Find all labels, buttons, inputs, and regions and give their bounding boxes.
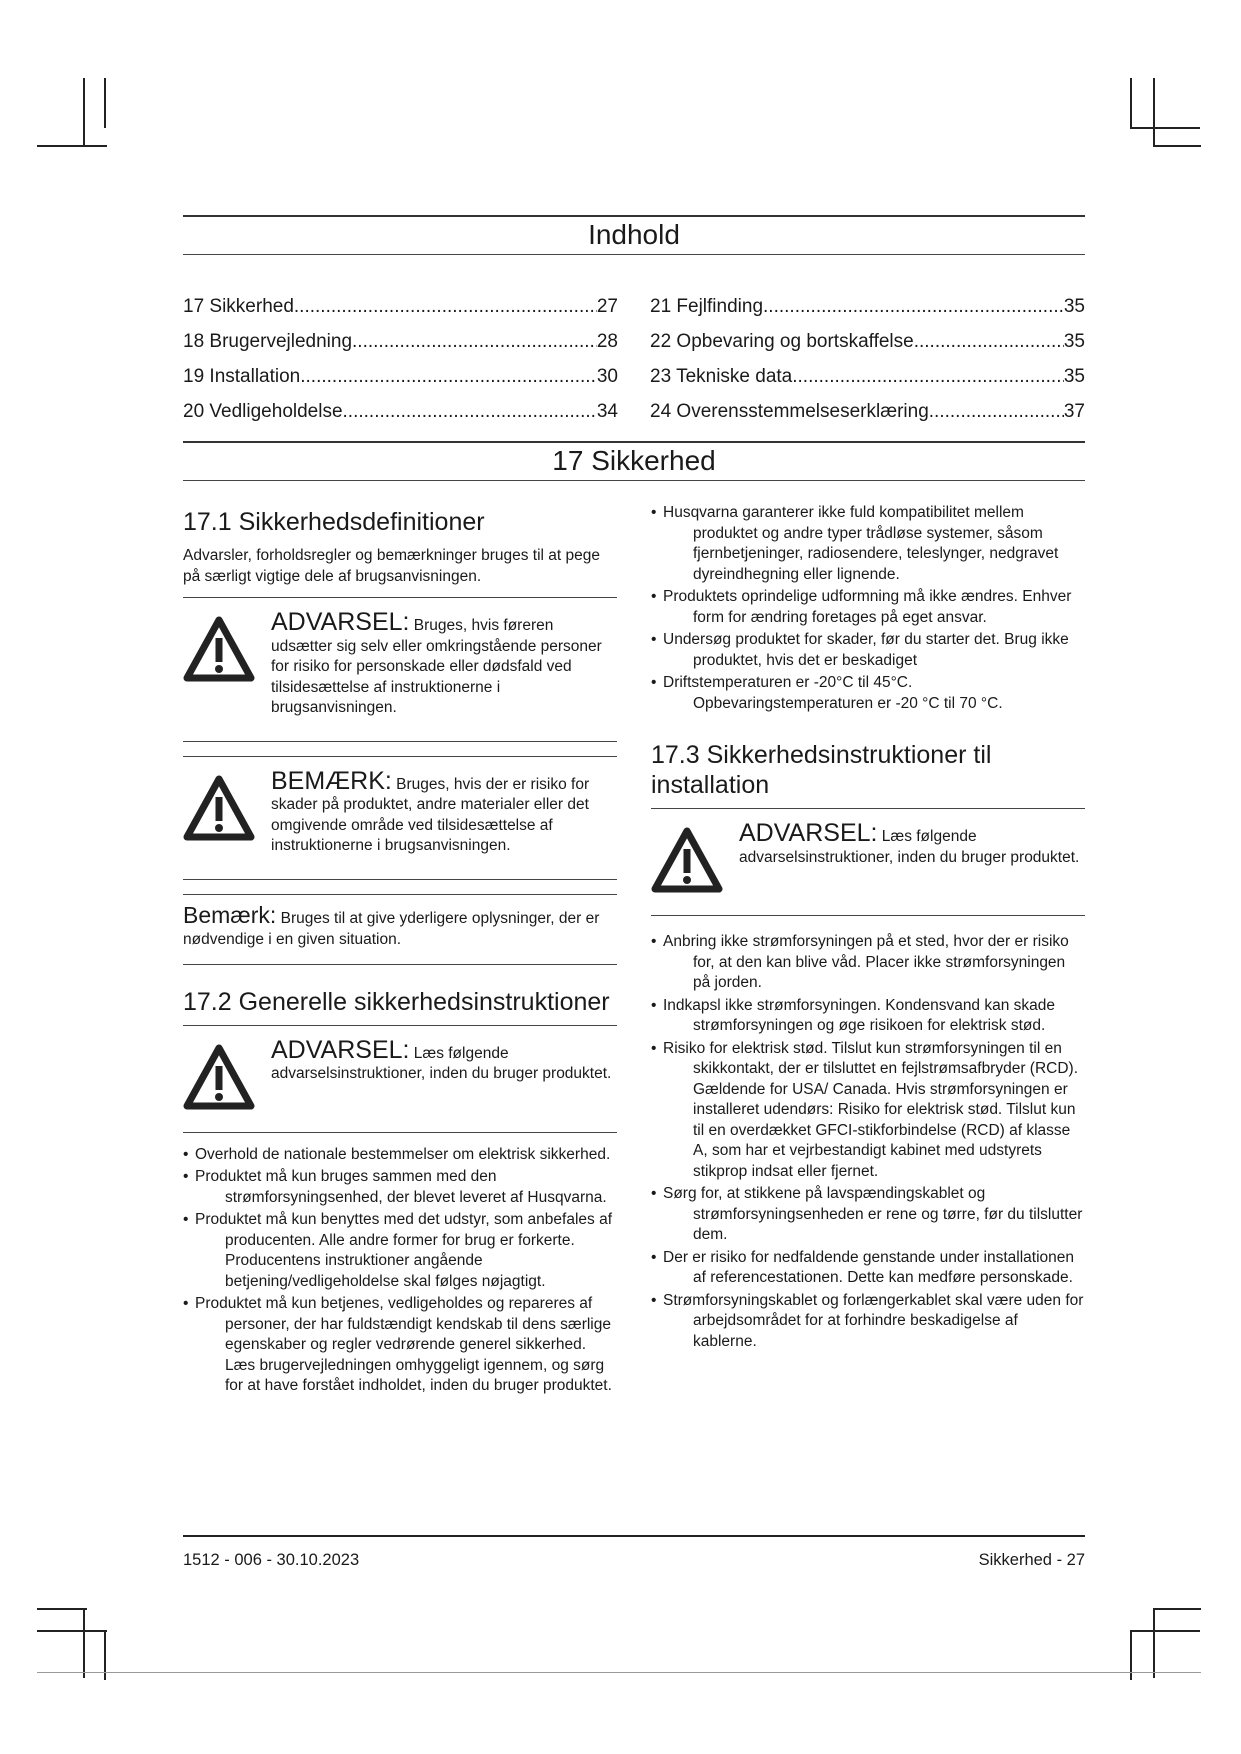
list-item: • Husqvarna garanterer ikke fuld kompatibilitet mellem produktet og andre typer trådløse systemer, såsom fjernbetjeninger, radiosendere, teleslynger, nedgravet dyreindhegning eller lignende.	[651, 504, 1059, 583]
crop-mark	[1130, 127, 1200, 129]
footer-page-number: Sikkerhed - 27	[978, 1551, 1085, 1569]
trim-line	[37, 1672, 1201, 1673]
list-item-text: Produktet må kun bruges sammen med den strømforsyningsenhed, der blevet leveret af Husqvarna.	[195, 1168, 607, 1206]
list-item: • Produktet må kun betjenes, vedligeholdes og repareres af personer, der har fuldstændigt kendskab til dens særlige egenskaber og regler vedrørende generel sikkerhed. Læs brugervejledningen omhyggeligt igennem, og sørg for at have forstået indholdet, inden du bruger produktet.	[183, 1295, 612, 1394]
list-item: • Overhold de nationale bestemmelser om elektrisk sikkerhed.	[183, 1145, 611, 1163]
list-item: • Sørg for, at stikkene på lavspændingskablet og strømforsyningsenheden er rene og tørre, før du tilslutter dem.	[651, 1185, 1083, 1243]
crop-mark	[1153, 1608, 1201, 1610]
section-heading: 17.1 Sikkerhedsdefinitioner	[183, 508, 485, 536]
list-item: • Produktet må kun benyttes med det udstyr, som anbefales af producenten. Alle andre former for brug er forkerte. Producentens instruktioner angående betjening/vedligeholdelse skal følges nøjagtigt.	[183, 1211, 613, 1290]
toc-entry[interactable]	[183, 359, 618, 394]
caution-text	[271, 767, 617, 857]
bullet-list	[183, 1145, 617, 1397]
caution-triangle-icon	[183, 775, 255, 841]
list-item-text: Produktet må kun benyttes med det udstyr, som anbefales af producenten. Alle andre former for brug er forkerte. Producentens instruktioner angående betjening/vedligeholdelse skal følges nøjagtigt.	[195, 1211, 613, 1290]
warning-text	[271, 608, 617, 719]
crop-mark	[1130, 1630, 1200, 1632]
note-body: Bruges til at give yderligere oplysninger, der er nødvendige i en given situation.	[183, 909, 600, 948]
section-heading: 17.2 Generelle sikkerhedsinstruktioner	[183, 987, 610, 1016]
divider	[183, 254, 1085, 255]
list-item: • Anbring ikke strømforsyningen på et sted, hvor der er risiko for, at den kan blive våd. Placer ikke strømforsyningen på jorden.	[651, 933, 1069, 991]
list-item-text: Strømforsyningskablet og forlængerkablet skal være uden for arbejdsområdet for at forhindre beskadigelse af kablerne.	[663, 1291, 1084, 1350]
list-item-text: Husqvarna garanterer ikke fuld kompatibilitet mellem produktet og andre typer trådløse systemer, såsom fjernbetjeninger, radiosendere, teleslynger, nedgravet dyreindhegning eller lignende.	[663, 504, 1059, 583]
divider	[183, 480, 1085, 481]
toc-label: 17 Sikkerhed	[183, 296, 294, 317]
list-item: • Driftstemperaturen er -20°C til 45°C. Opbevaringstemperaturen er -20 °C til 70 °C.	[651, 674, 1003, 712]
warning-keyword: ADVARSEL:	[271, 608, 410, 636]
crop-mark	[83, 1608, 85, 1678]
list-item-text: Produktets oprindelige udformning må ikke ændres. Enhver form for ændring foretages på eget ansvar.	[663, 588, 1072, 626]
page-footer	[183, 1535, 1085, 1570]
two-column-body	[183, 499, 1085, 1399]
divider	[651, 915, 1085, 916]
list-item-text: Indkapsl ikke strømforsyningen. Kondensvand kan skade strømforsyningen og øge risikoen for elektrisk stød.	[663, 996, 1056, 1034]
bullet-list	[651, 932, 1085, 1352]
toc-left-column	[183, 289, 618, 429]
list-item-text: Driftstemperaturen er -20°C til 45°C. Opbevaringstemperaturen er -20 °C til 70 °C.	[663, 674, 1003, 712]
toc-entry[interactable]	[650, 289, 1085, 324]
list-item: • Produktets oprindelige udformning må ikke ændres. Enhver form for ændring foretages på eget ansvar.	[651, 588, 1072, 626]
list-item: • Strømforsyningskablet og forlængerkablet skal være uden for arbejdsområdet for at forhindre beskadigelse af kablerne.	[651, 1291, 1084, 1350]
toc-page: 28	[596, 331, 618, 352]
list-item: • Der er risiko for nedfaldende genstande under installationen af referencestationen. Dette kan medføre personskade.	[651, 1248, 1075, 1286]
crop-mark	[1153, 1608, 1155, 1678]
toc-page: 27	[596, 296, 618, 317]
crop-mark	[104, 78, 106, 128]
list-item-text: Sørg for, at stikkene på lavspændingskablet og strømforsyningsenheden er rene og tørre, før du tilslutter dem.	[663, 1185, 1083, 1243]
page-content	[183, 215, 1085, 1399]
toc-entry[interactable]	[183, 394, 618, 429]
list-item-text: Anbring ikke strømforsyningen på et sted, hvor der er risiko for, at den kan blive våd. Placer ikke strømforsyningen på jorden.	[663, 933, 1069, 991]
toc-page: 34	[596, 401, 618, 422]
warning-box	[183, 1026, 617, 1132]
list-item-text: Der er risiko for nedfaldende genstande under installationen af referencestationen. Dette kan medføre personskade.	[663, 1248, 1075, 1286]
toc-page: 37	[1063, 401, 1085, 422]
warning-body: Bruges, hvis føreren udsætter sig selv eller omkringstående personer for risiko for personskade eller dødsfald ved tilsidesættelse af instruktionerne i brugsanvisningen.	[271, 617, 602, 716]
crop-mark	[37, 1608, 87, 1610]
warning-box	[183, 598, 617, 741]
toc-page: 35	[1063, 296, 1085, 317]
toc-entry[interactable]	[183, 289, 618, 324]
note-box	[183, 895, 617, 964]
footer-doc-id: 1512 - 006 - 30.10.2023	[183, 1551, 360, 1569]
crop-mark	[83, 78, 85, 145]
left-column	[183, 499, 617, 1399]
list-item: • Indkapsl ikke strømforsyningen. Kondensvand kan skade strømforsyningen og øge risikoen for elektrisk stød.	[651, 996, 1056, 1034]
warning-triangle-icon	[183, 1044, 255, 1110]
section-heading: 17.3 Sikkerhedsinstruktioner til installation	[651, 741, 992, 799]
list-item: • Produktet må kun bruges sammen med den strømforsyningsenhed, der blevet leveret af Husqvarna.	[183, 1168, 607, 1206]
warning-body: Læs følgende advarselsinstruktioner, inden du bruger produktet.	[271, 1044, 612, 1082]
warning-keyword: ADVARSEL:	[739, 819, 878, 847]
bullet-list	[651, 503, 1085, 714]
toc-label: 21 Fejlfinding	[650, 296, 764, 317]
toc-page: 35	[1063, 331, 1085, 352]
right-column	[651, 499, 1085, 1399]
toc-entry[interactable]	[650, 324, 1085, 359]
crop-mark	[1130, 78, 1132, 128]
warning-triangle-icon	[183, 616, 255, 682]
toc-right-column	[650, 289, 1085, 429]
warning-keyword: ADVARSEL:	[271, 1035, 410, 1064]
list-item-text: Produktet må kun betjenes, vedligeholdes og repareres af personer, der har fuldstændigt kendskab til dens særlige egenskaber og regler vedrørende generel sikkerhed. Læs brugervejledningen omhyggeligt igennem, og sørg for at have forstået indholdet, inden du bruger produktet.	[195, 1295, 612, 1394]
crop-mark	[37, 145, 107, 147]
toc-label: 22 Opbevaring og bortskaffelse	[650, 331, 914, 352]
toc-label: 24 Overensstemmelseserklæring	[650, 401, 929, 422]
caution-box	[183, 757, 617, 879]
divider	[183, 1535, 1085, 1537]
toc-entry[interactable]	[650, 394, 1085, 429]
contents-title: Indhold	[588, 219, 680, 250]
toc-entry[interactable]	[183, 324, 618, 359]
list-item-text: Risiko for elektrisk stød. Tilslut kun strømforsyningen til en skikkontakt, der er tilsluttet en fejlstrømsafbryder (RCD). Gældende for USA/ Canada. Hvis strømforsyningen er installeret udendørs: Risiko for elektrisk stød. Tilslut kun til en overdækket GFCI-stikforbindelse (RCD) af klasse A, som har et vejrbestandigt kabinet med udstyrets stikprop indsat eller fjernet.	[663, 1039, 1079, 1180]
caution-keyword: BEMÆRK:	[271, 766, 392, 795]
caution-body: Bruges, hvis der er risiko for skader på produktet, andre materialer eller det omgivende område ved tilsidesættelse af instruktionerne i brugsanvisningen.	[271, 775, 590, 854]
list-item-text: Overhold de nationale bestemmelser om elektrisk sikkerhed.	[195, 1145, 611, 1163]
toc-label: 18 Brugervejledning	[183, 331, 353, 352]
crop-mark	[37, 1630, 107, 1632]
toc-page: 35	[1063, 366, 1085, 387]
chapter-title: 17 Sikkerhed	[552, 445, 716, 476]
table-of-contents	[183, 289, 1085, 429]
warning-triangle-icon	[651, 827, 723, 893]
toc-label: 20 Vedligeholdelse	[183, 401, 343, 422]
section-intro: Advarsler, forholdsregler og bemærkninger bruges til at pege på særligt vigtige dele af brugsanvisningen.	[183, 547, 601, 585]
list-item: • Undersøg produktet for skader, før du starter det. Brug ikke produktet, hvis det er beskadiget	[651, 631, 1069, 669]
crop-mark	[1153, 145, 1201, 147]
warning-box	[651, 809, 1085, 915]
warning-body: Læs følgende advarselsinstruktioner, inden du bruger produktet.	[739, 828, 1080, 866]
toc-label: 23 Tekniske data	[650, 366, 793, 387]
crop-mark	[1153, 78, 1155, 145]
toc-entry[interactable]	[650, 359, 1085, 394]
toc-page: 30	[596, 366, 618, 387]
list-item-text: Undersøg produktet for skader, før du starter det. Brug ikke produktet, hvis det er beskadiget	[663, 631, 1069, 669]
warning-text	[271, 1036, 617, 1085]
list-item: • Risiko for elektrisk stød. Tilslut kun strømforsyningen til en skikkontakt, der er tilsluttet en fejlstrømsafbryder (RCD). Gældende for USA/ Canada. Hvis strømforsyningen er installeret udendørs: Risiko for elektrisk stød. Tilslut kun til en overdækket GFCI-stikforbindelse (RCD) af klasse A, som har et vejrbestandigt kabinet med udstyrets stikprop indsat eller fjernet.	[651, 1039, 1079, 1180]
warning-text	[739, 819, 1085, 868]
toc-label: 19 Installation	[183, 366, 301, 387]
divider	[183, 1132, 617, 1133]
note-keyword: Bemærk:	[183, 901, 277, 928]
